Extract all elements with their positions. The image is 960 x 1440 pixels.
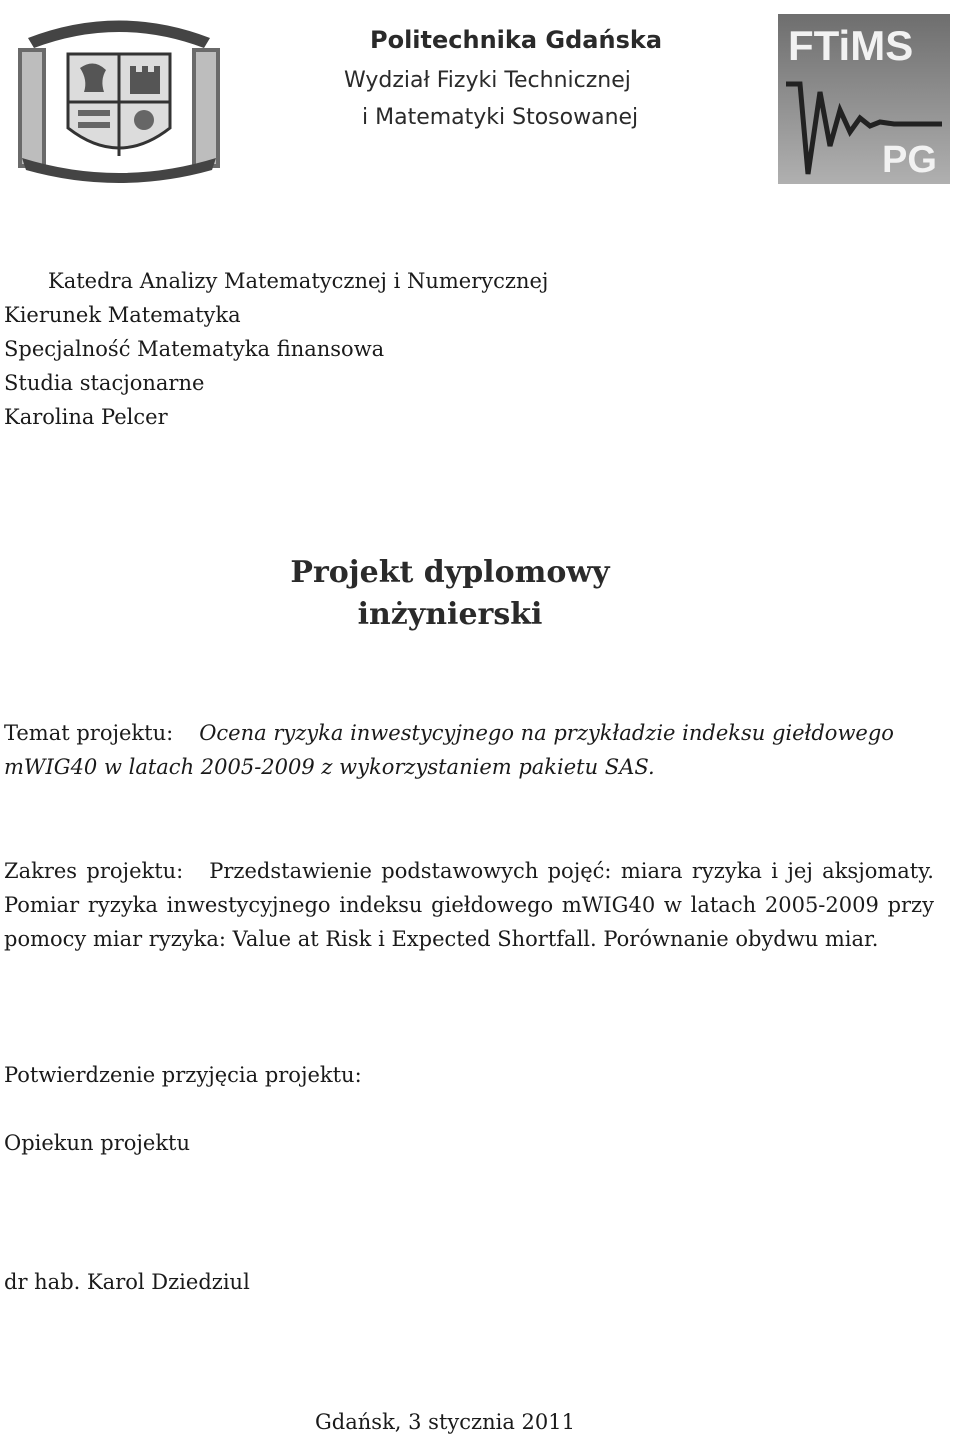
department-text: Katedra Analizy Matematycznej i Numerycznej <box>48 269 549 293</box>
topic-label: Temat projektu: <box>4 721 174 745</box>
university-header <box>340 26 700 130</box>
topic-text: Ocena ryzyka inwestycyjnego na przykładzie indeksu giełdowego mWIG40 w latach 2005-2009 z wykorzystaniem pakietu SAS. <box>4 721 894 779</box>
place-and-date: Gdańsk, 3 stycznia 2011 <box>315 1410 575 1434</box>
university-name: Politechnika Gdańska <box>370 26 663 54</box>
faculty-name-line1: Wydział Fizyki Technicznej <box>344 68 631 93</box>
project-scope <box>4 854 934 956</box>
supervisor-label: Opiekun projektu <box>4 1131 191 1155</box>
scope-label: Zakres projektu: <box>4 859 184 883</box>
author-name: Karolina Pelcer <box>4 405 168 429</box>
study-mode-text: Studia stacjonarne <box>4 371 205 395</box>
field-of-study-text: Kierunek Matematyka <box>4 303 241 327</box>
document-title <box>0 552 900 636</box>
title-line-1: Projekt dyplomowy <box>290 555 610 590</box>
ftims-logo <box>778 14 950 184</box>
ftims-logo-title: FTiMS <box>788 22 914 69</box>
confirmation-label: Potwierdzenie przyjęcia projektu: <box>4 1063 362 1087</box>
project-topic <box>4 716 954 784</box>
faculty-name-line2: i Matematyki Stosowanej <box>362 105 639 130</box>
university-crest-logo <box>8 8 230 184</box>
supervisor-name: dr hab. Karol Dziedziul <box>4 1270 250 1294</box>
title-line-2: inżynierski <box>357 597 543 632</box>
thesis-metadata <box>4 264 548 434</box>
specialization-text: Specjalność Matematyka finansowa <box>4 337 385 361</box>
ftims-logo-sub: PG <box>882 139 937 181</box>
scope-text: Przedstawienie podstawowych pojęć: miara ryzyka i jej aksjomaty. Pomiar ryzyka inwestycyjnego indeksu giełdowego mWIG40 w latach 2005-2009 przy pomocy miar ryzyka: Value at Risk i Expected Shortfall. Porównanie obydwu miar. <box>4 859 934 951</box>
